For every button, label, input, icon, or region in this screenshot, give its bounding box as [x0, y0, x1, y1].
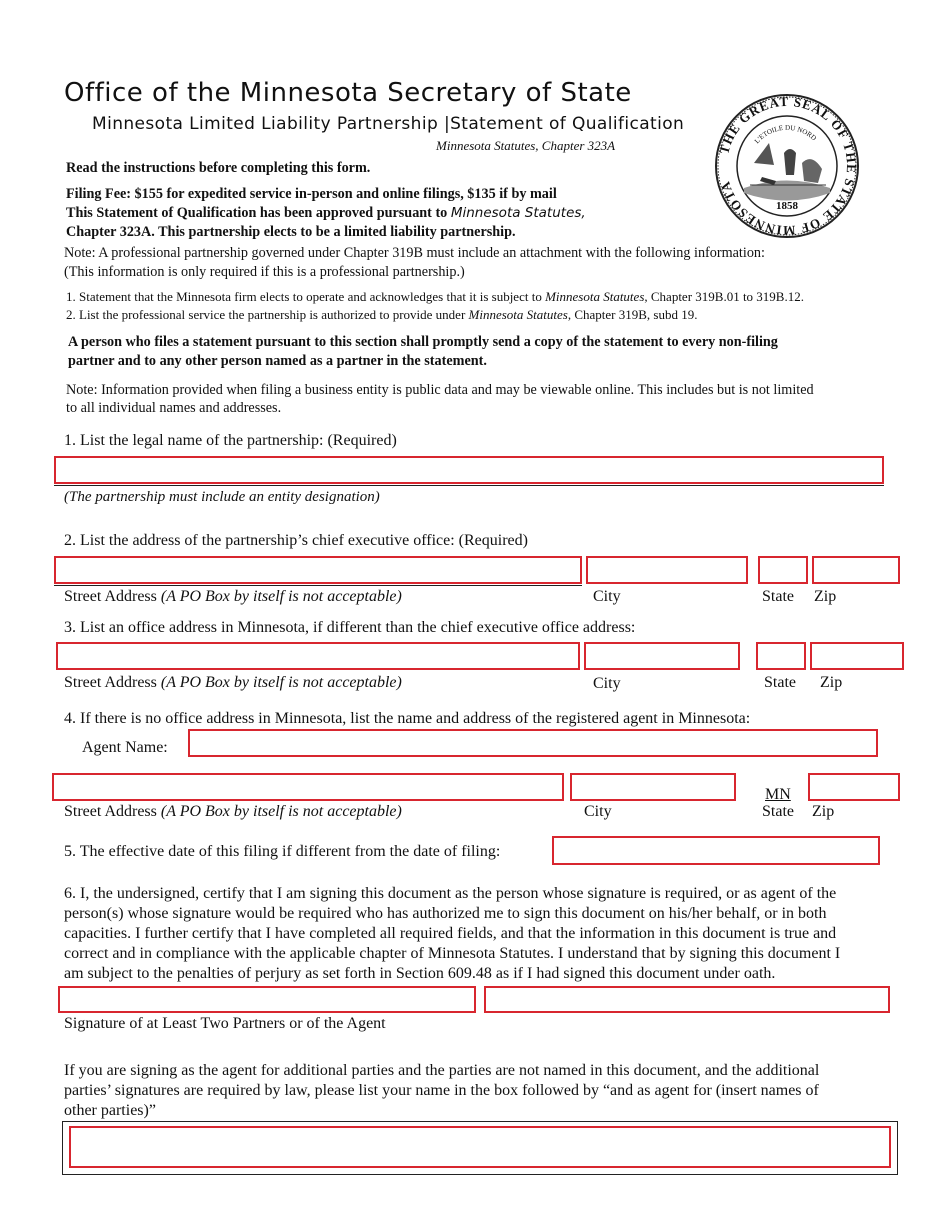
po-box-hint: (A PO Box by itself is not acceptable): [160, 588, 402, 605]
section-3-number: 3.: [64, 619, 76, 636]
agent-note-line-2: parties’ signatures are required by law, please list your name in the box followed by “and as agent for (insert names of: [64, 1082, 819, 1099]
chief-office-street-input[interactable]: [54, 556, 582, 584]
approval-text-a: This Statement of Qualification has been approved pursuant to: [66, 205, 451, 221]
section-5-number: 5.: [64, 843, 76, 860]
attachment-item-2: [66, 307, 697, 323]
section-3-label: [64, 619, 635, 637]
certification-line-5: am subject to the penalties of perjury as set forth in Section 609.48 as if I had signed this document under oath.: [64, 965, 776, 982]
agent-note-line-1: If you are signing as the agent for additional parties and the parties are not named in this document, and the additional: [64, 1062, 820, 1079]
zip-label: Zip: [814, 588, 837, 605]
attachment-item-1: [66, 289, 804, 305]
state-label-3: State: [762, 803, 794, 820]
read-instructions: Read the instructions before completing this form.: [66, 160, 371, 176]
state-label-2: State: [764, 674, 796, 691]
item2-text-end: , Chapter 319B, subd 19.: [567, 307, 698, 322]
item2-italic: Minnesota Statutes: [468, 307, 568, 322]
mn-office-street-input[interactable]: [56, 642, 580, 670]
seal-text: THE GREAT SEAL OF THE STATE OF MINNESOTA: [716, 93, 860, 239]
section-3-text: List an office address in Minnesota, if different than the chief executive office address:: [76, 619, 636, 636]
section-5-label: [64, 843, 500, 861]
seal-motto: L'ETOILE DU NORD: [752, 123, 818, 146]
copy-notice-1: A person who files a statement pursuant to this section shall promptly send a copy of the statement to every non-filing: [68, 334, 778, 350]
partnership-name-input[interactable]: [54, 456, 884, 484]
agent-zip-input[interactable]: [808, 773, 900, 801]
certification-line-4: correct and in compliance with the applicable chapter of Minnesota Statutes. I understand that by signing this document I: [64, 945, 841, 962]
approval-statement: [66, 205, 586, 222]
street-address-label-2: [64, 674, 402, 692]
po-box-hint-2: (A PO Box by itself is not acceptable): [160, 674, 402, 691]
street-address-label: [64, 588, 402, 606]
street-label-text-2: Street Address: [64, 674, 161, 691]
svg-text:L'ETOILE DU NORD: [753, 124, 818, 145]
item1-text: 1. Statement that the Minnesota firm elects to operate and acknowledges that it is subject to: [66, 289, 546, 304]
office-title: Office of the Minnesota Secretary of State: [64, 78, 632, 108]
form-title: Minnesota Limited Liability Partnership |Statement of Qualification: [92, 114, 685, 134]
chief-office-zip-input[interactable]: [812, 556, 900, 584]
agent-names-input[interactable]: [69, 1126, 891, 1168]
section-2-label: 2. List the address of the partnership’s chief executive office: (Required): [64, 532, 528, 549]
effective-date-input[interactable]: [552, 836, 880, 865]
professional-note-2: (This information is only required if this is a professional partnership.): [64, 264, 465, 280]
entity-designation-hint: (The partnership must include an entity designation): [64, 489, 380, 505]
city-label: City: [593, 588, 621, 605]
certification-line-2: person(s) whose signature would be required who has authorized me to sign this document on his/her behalf, or in both: [64, 905, 827, 922]
zip-label-2: Zip: [820, 674, 843, 691]
agent-state-value: MN: [765, 786, 791, 803]
approval-text-b: Chapter 323A. This partnership elects to be a limited liability partnership.: [66, 224, 516, 240]
agent-name-input[interactable]: [188, 729, 878, 757]
state-label: State: [762, 588, 794, 605]
copy-notice-2: partner and to any other person named as a partner in the statement.: [68, 353, 487, 369]
street-underline: [54, 585, 582, 586]
item1-italic: Minnesota Statutes: [545, 289, 645, 304]
city-label-2: City: [593, 675, 621, 692]
approval-statutes: Minnesota Statutes,: [450, 205, 586, 221]
section-4-label: 4. If there is no office address in Minnesota, list the name and address of the registered agent in Minnesota:: [64, 710, 751, 727]
agent-note-line-3: other parties)”: [64, 1102, 156, 1119]
public-data-note-2: to all individual names and addresses.: [66, 400, 282, 416]
professional-note: Note: A professional partnership governed under Chapter 319B must include an attachment with the following information:: [64, 245, 765, 261]
mn-office-state-input[interactable]: [756, 642, 806, 670]
signature-input-1[interactable]: [58, 986, 476, 1013]
po-box-hint-3: (A PO Box by itself is not acceptable): [160, 803, 402, 820]
statute-reference: Minnesota Statutes, Chapter 323A: [436, 138, 616, 153]
partnership-name-underline: [54, 485, 884, 486]
city-label-3: City: [584, 803, 612, 820]
certification-line-1: 6. I, the undersigned, certify that I am signing this document as the person whose signature is required, or as agent of the: [64, 885, 837, 902]
certification-line-3: capacities. I further certify that I have completed all required fields, and that the information in this document is true and: [64, 925, 837, 942]
agent-name-label: Agent Name:: [82, 739, 168, 756]
public-data-note-1: Note: Information provided when filing a business entity is public data and may be viewable online. This includes but is not limited: [66, 382, 814, 398]
street-address-label-3: [64, 803, 402, 821]
section-1-label: 1. List the legal name of the partnership: (Required): [64, 432, 397, 449]
item1-text-end: , Chapter 319B.01 to 319B.12.: [644, 289, 804, 304]
agent-city-input[interactable]: [570, 773, 736, 801]
street-label-text-3: Street Address: [64, 803, 161, 820]
zip-label-3: Zip: [812, 803, 835, 820]
filing-fee: Filing Fee: $155 for expedited service in-person and online filings, $135 if by mail: [66, 186, 557, 202]
agent-street-input[interactable]: [52, 773, 564, 801]
street-label-text: Street Address: [64, 588, 161, 605]
seal-year: 1858: [776, 200, 798, 212]
item2-text: 2. List the professional service the partnership is authorized to provide under: [66, 307, 469, 322]
state-seal-icon: [714, 93, 860, 239]
mn-office-city-input[interactable]: [584, 642, 740, 670]
chief-office-state-input[interactable]: [758, 556, 808, 584]
section-5-text: The effective date of this filing if different from the date of filing:: [76, 843, 501, 860]
chief-office-city-input[interactable]: [586, 556, 748, 584]
signature-label: Signature of at Least Two Partners or of the Agent: [64, 1015, 386, 1032]
mn-office-zip-input[interactable]: [810, 642, 904, 670]
signature-input-2[interactable]: [484, 986, 890, 1013]
